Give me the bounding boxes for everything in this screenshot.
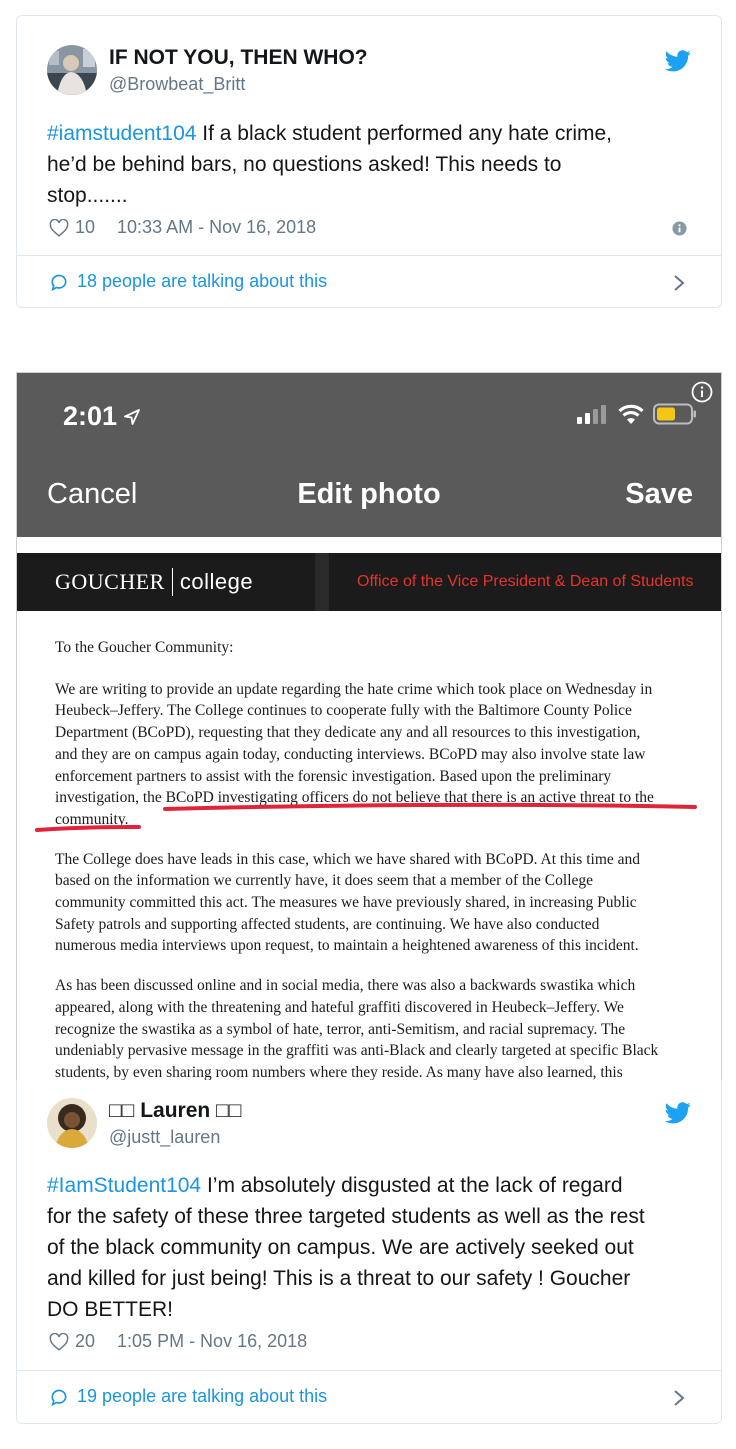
timestamp[interactable]: 1:05 PM - Nov 16, 2018	[117, 1331, 308, 1351]
tweet-text-line-3: of the black community on campus. We are actively seeked out	[47, 1236, 634, 1259]
paragraph-line: and they are on campus again today, conducting interviews. BCoPD may also involve state law	[55, 745, 646, 763]
heart-icon[interactable]	[49, 1333, 69, 1351]
tweet-card-1[interactable]	[16, 15, 722, 308]
tweet-text-line-1: I’m absolutely disgusted at the lack of regard	[201, 1174, 623, 1197]
paragraph-line: community.	[55, 810, 129, 828]
letterhead-banner	[17, 553, 722, 611]
paragraph-line: appeared, along with the threatening and hateful graffiti discovered in Heubeck–Jeffery. We	[55, 998, 624, 1016]
tweet-text	[47, 1170, 717, 1325]
signal-icon	[577, 404, 609, 424]
paragraph-line: The College does have leads in this case, which we have shared with BCoPD. At this time and	[55, 850, 641, 868]
battery-icon	[653, 403, 697, 425]
tweet-text	[47, 118, 707, 211]
embedded-screenshot	[16, 372, 722, 1080]
paragraph-line: enforcement partners to assist with the forensic investigation. Based upon the preliminary	[55, 767, 612, 785]
status-icons	[577, 403, 697, 425]
goucher-logo	[17, 553, 315, 611]
tweet-text-line-1: If a black student performed any hate crime,	[196, 122, 612, 145]
conversation-link[interactable]	[49, 1386, 327, 1407]
talking-label[interactable]: 18 people are talking about this	[77, 271, 328, 291]
paragraph-2	[55, 849, 722, 958]
chevron-right-icon[interactable]	[673, 1389, 685, 1407]
tweet-meta	[49, 1331, 307, 1352]
paragraph-1	[55, 679, 722, 831]
tweet-text-line-4: and killed for just being! This is a threat to our safety ! Goucher	[47, 1267, 631, 1290]
handle[interactable]: @Browbeat_Britt	[109, 74, 246, 94]
save-button[interactable]: Save	[625, 478, 693, 510]
status-time	[63, 401, 141, 432]
paragraph-line: Department (BCoPD), requesting that they dedicate any and all resources to this investigation,	[55, 724, 641, 742]
cancel-button[interactable]: Cancel	[47, 478, 138, 510]
tweet-text-line-2: for the safety of these three targeted students as well as the rest	[47, 1205, 645, 1228]
paragraph-line: Safety patrols and supporting affected students, are continuing. We have also conducted	[55, 915, 600, 933]
timestamp[interactable]: 10:33 AM - Nov 16, 2018	[117, 217, 317, 237]
paragraph-line: numerous media interviews upon request, to maintain a heightened awareness of this incident.	[55, 937, 639, 955]
like-count[interactable]: 20	[75, 1331, 96, 1351]
tweet-text-line-5: DO BETTER!	[47, 1298, 174, 1321]
location-arrow-icon	[123, 408, 141, 426]
like-count[interactable]: 10	[75, 217, 96, 237]
status-time-text: 2:01	[63, 401, 118, 431]
letter-body	[55, 637, 722, 1080]
tweet-text-line-2: he’d be behind bars, no questions asked! This needs to	[47, 153, 562, 176]
paragraph-line: We are writing to provide an update regarding the hate crime which took place on Wednesday in	[55, 680, 653, 698]
paragraph-line: undeniably pervasive message in the graffiti was anti-Black and clearly targeted at specific Black	[55, 1042, 659, 1060]
edit-photo-title: Edit photo	[297, 478, 441, 510]
speech-bubble-icon	[49, 1387, 69, 1407]
divider	[17, 1370, 721, 1371]
talking-label[interactable]: 19 people are talking about this	[77, 1386, 328, 1406]
wifi-icon	[617, 403, 645, 425]
tweet-text-line-3: stop.......	[47, 184, 128, 207]
chevron-right-icon[interactable]	[673, 274, 685, 292]
twitter-bird-icon[interactable]	[665, 1102, 691, 1124]
tweet-meta	[49, 217, 316, 238]
brand-separator	[172, 568, 173, 596]
info-icon[interactable]	[691, 381, 713, 403]
handle[interactable]: @justt_lauren	[109, 1127, 221, 1147]
brand-suffix: college	[179, 569, 254, 594]
office-name: Office of the Vice President & Dean of Students	[315, 553, 694, 611]
info-icon[interactable]	[672, 221, 687, 236]
paragraph-line: Heubeck–Jeffery. The College continues to cooperate fully with the Baltimore County Police	[55, 702, 632, 720]
heart-icon[interactable]	[49, 219, 69, 237]
paragraph-line: As has been discussed online and in social media, there was also a backwards swastika which	[55, 977, 636, 995]
speech-bubble-icon	[49, 272, 69, 292]
paragraph-line: community committed this act. The measures we have previously shared, in increasing Public	[55, 894, 637, 912]
paragraph-line: students, by even sharing room numbers where they reside. As many have also learned, this	[55, 1063, 623, 1080]
tweet-card-2[interactable]	[16, 1080, 722, 1424]
hashtag-link[interactable]: #IamStudent104	[47, 1174, 202, 1197]
hashtag-link[interactable]: #iamstudent104	[47, 122, 197, 145]
conversation-link[interactable]	[49, 271, 327, 292]
paragraph-line: investigation, the BCoPD investigating officers do not believe that there is an active threat to the	[55, 789, 654, 807]
brand-name: GOUCHER	[55, 569, 165, 594]
paragraph-line: recognize the swastika as a symbol of hate, terror, anti-Semitism, and racial supremacy. The	[55, 1020, 626, 1038]
twitter-bird-icon[interactable]	[665, 50, 691, 72]
salutation: To the Goucher Community:	[55, 639, 234, 656]
divider	[17, 255, 721, 256]
paragraph-3	[55, 975, 722, 1080]
display-name[interactable]: IF NOT YOU, THEN WHO?	[109, 46, 368, 69]
avatar[interactable]	[47, 1098, 97, 1148]
display-name[interactable]: □□ Lauren □□	[109, 1099, 242, 1122]
paragraph-line: based on the information we currently have, it does seem that a member of the College	[55, 872, 594, 890]
avatar[interactable]	[47, 45, 97, 95]
phone-header	[17, 373, 721, 537]
